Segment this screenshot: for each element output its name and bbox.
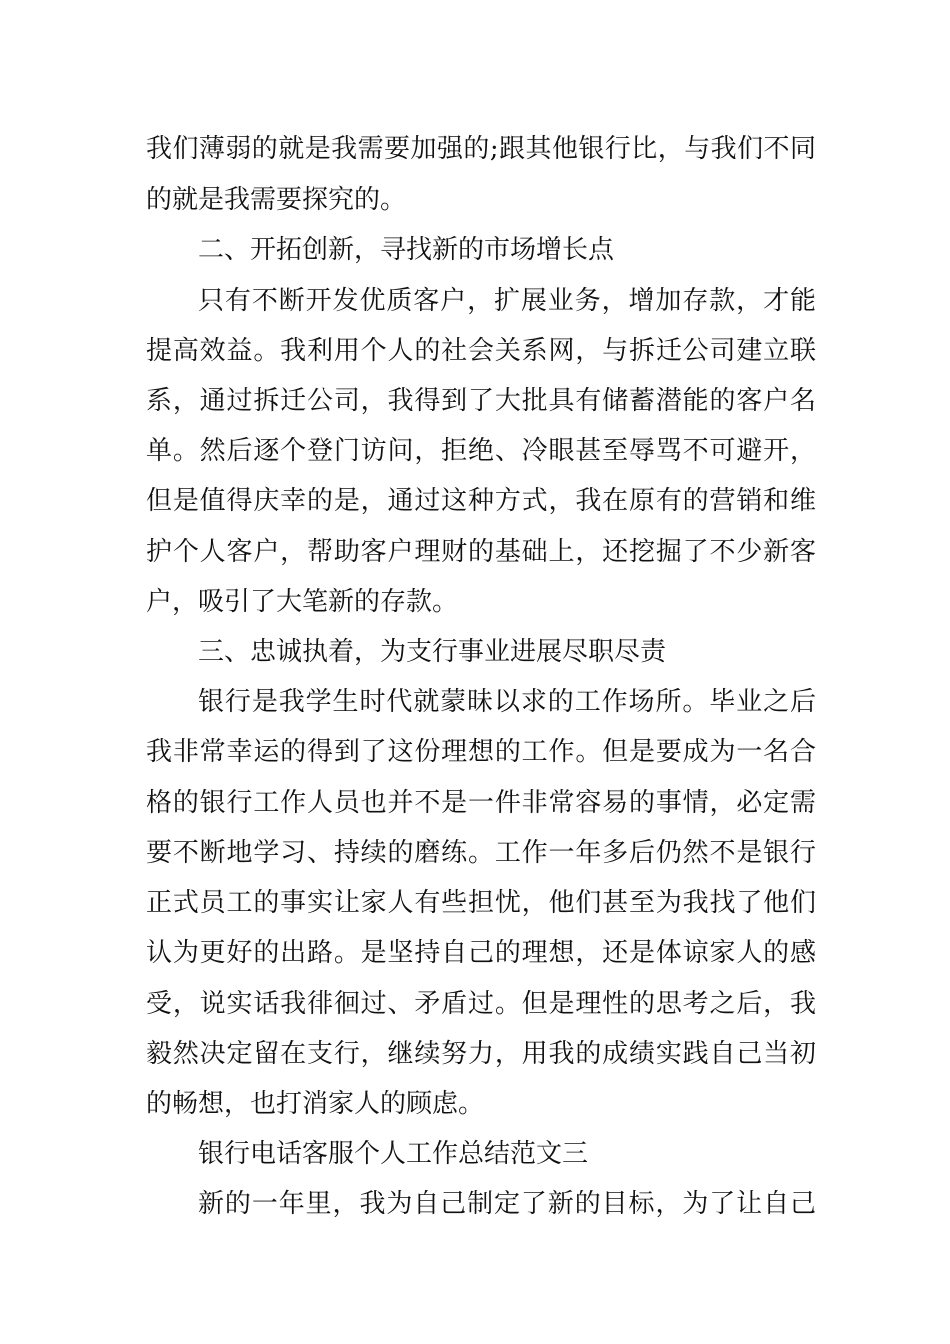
body-text-line: 系，通过拆迁公司，我得到了大批具有储蓄潜能的客户名 bbox=[146, 386, 816, 416]
body-text-line: 银行是我学生时代就蒙昧以求的工作场所。毕业之后 bbox=[198, 687, 816, 717]
body-text-line: 单。然后逐个登门访问，拒绝、冷眼甚至辱骂不可避开， bbox=[146, 436, 816, 466]
body-text-line: 要不断地学习、持续的磨练。工作一年多后仍然不是银行 bbox=[146, 838, 816, 868]
body-text-line: 户，吸引了大笔新的存款。 bbox=[146, 587, 459, 617]
body-text-line: 新的一年里，我为自己制定了新的目标，为了让自己 bbox=[198, 1189, 816, 1219]
body-text-line: 毅然决定留在支行，继续努力，用我的成绩实践自己当初 bbox=[146, 1039, 816, 1069]
body-text-line: 的就是我需要探究的。 bbox=[146, 185, 407, 215]
section-heading: 银行电话客服个人工作总结范文三 bbox=[198, 1139, 589, 1169]
body-text-line: 认为更好的出路。是坚持自己的理想，还是体谅家人的感 bbox=[146, 938, 816, 968]
section-heading: 三、忠诚执着，为支行事业进展尽职尽责 bbox=[198, 637, 667, 667]
body-text-line: 但是值得庆幸的是，通过这种方式，我在原有的营销和维 bbox=[146, 486, 816, 516]
section-heading: 二、开拓创新，寻找新的市场增长点 bbox=[198, 235, 615, 265]
body-text-line: 我非常幸运的得到了这份理想的工作。但是要成为一名合 bbox=[146, 737, 816, 767]
body-text-line: 正式员工的事实让家人有些担忧，他们甚至为我找了他们 bbox=[146, 888, 816, 918]
body-text-line: 只有不断开发优质客户，扩展业务，增加存款，才能 bbox=[198, 286, 816, 316]
body-text-line: 的畅想，也打消家人的顾虑。 bbox=[146, 1089, 485, 1119]
body-text-line: 护个人客户，帮助客户理财的基础上，还挖掘了不少新客 bbox=[146, 537, 816, 567]
body-text-line: 提高效益。我利用个人的社会关系网，与拆迁公司建立联 bbox=[146, 336, 816, 366]
body-text-line: 我们薄弱的就是我需要加强的;跟其他银行比，与我们不同 bbox=[146, 134, 816, 164]
body-text-line: 受，说实话我徘徊过、矛盾过。但是理性的思考之后，我 bbox=[146, 989, 816, 1019]
body-text-line: 格的银行工作人员也并不是一件非常容易的事情，必定需 bbox=[146, 788, 816, 818]
